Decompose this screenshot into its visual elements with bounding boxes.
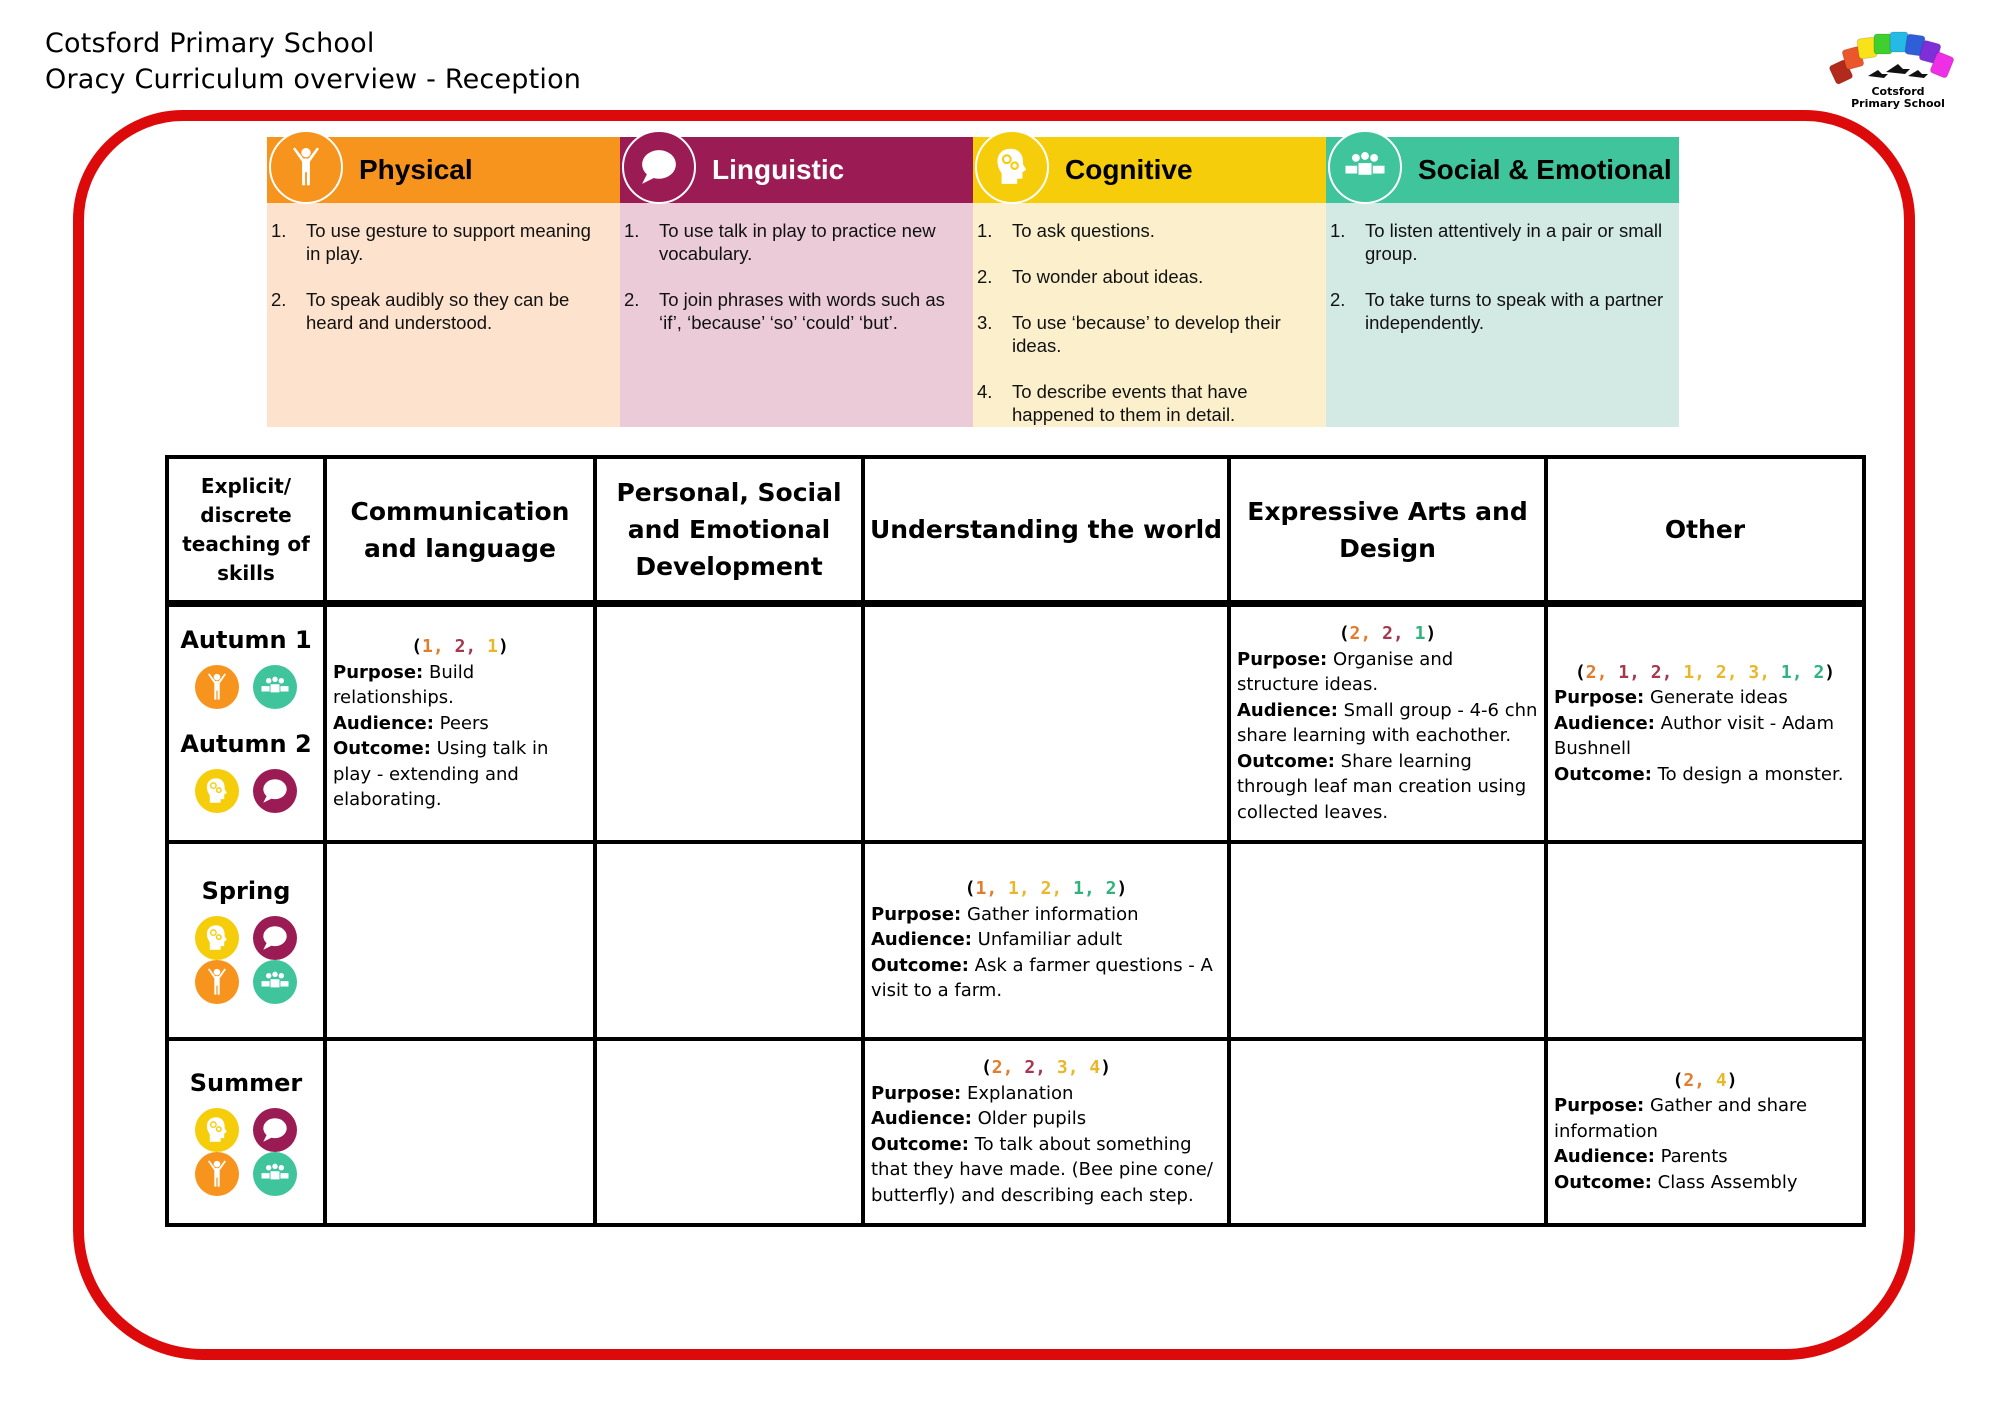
outcome-line (1237, 749, 1538, 826)
skill-objective (271, 219, 608, 265)
skill-code: 2 (1105, 878, 1117, 900)
activity-cell (595, 842, 863, 1039)
activity-cell (863, 604, 1229, 842)
outcome-label: Outcome: (333, 738, 431, 759)
outcome-line (1554, 1170, 1856, 1196)
audience-label: Audience: (333, 712, 434, 734)
skill-objective (977, 219, 1314, 242)
skill-code: 2 (1040, 878, 1052, 900)
term-cell (167, 604, 325, 842)
skill-column-physical (267, 137, 620, 427)
term-cell (167, 1039, 325, 1225)
purpose-label: Purpose: (333, 661, 424, 683)
skill-code: 1 (1780, 661, 1792, 683)
term-row (167, 842, 1864, 1039)
audience-value: Small group - 4-6 chn share learning with eachother. (1237, 699, 1538, 747)
objective-number: 1. (977, 220, 993, 241)
term-name: Spring (201, 877, 291, 905)
activity-details (1548, 1068, 1862, 1196)
purpose-line (1554, 685, 1856, 711)
skill-code: 4 (1089, 1057, 1101, 1078)
activity-cell (325, 842, 595, 1039)
skill-code: 2 (1813, 661, 1825, 683)
audience-line (1554, 1144, 1856, 1170)
term-name: Autumn 2 (180, 730, 312, 759)
column-header-communication: Communication and language (325, 457, 595, 604)
outcome-value: Share learning through leaf man creation using collected leaves. (1237, 750, 1527, 823)
purpose-label: Purpose: (871, 903, 962, 925)
audience-label: Audience: (1554, 1146, 1655, 1168)
skill-icons (169, 665, 323, 709)
skill-column-linguistic (620, 137, 973, 427)
activity-cell (595, 1039, 863, 1225)
term-cell (167, 842, 325, 1039)
social-skill-icon (253, 665, 297, 709)
skill-name: Linguistic (712, 154, 845, 185)
column-header-explicit-skills: Explicit/ discrete teaching of skills (167, 457, 325, 604)
outcome-label: Outcome: (1554, 1171, 1652, 1193)
purpose-label: Purpose: (871, 1082, 962, 1104)
skill-code: 2 (454, 636, 466, 657)
skill-icons (169, 769, 323, 813)
objective-text: To speak audibly so they can be heard and understood. (306, 289, 570, 333)
curriculum-table (165, 455, 1866, 1227)
head-gears-icon (975, 130, 1049, 204)
skill-objective (624, 219, 961, 265)
objective-text: To ask questions. (1012, 220, 1155, 241)
audience-line (871, 1106, 1221, 1132)
activity-cell (1229, 842, 1546, 1039)
purpose-value: Generate ideas (1650, 687, 1788, 708)
audience-line (1237, 698, 1538, 749)
audience-label: Audience: (871, 929, 972, 951)
outcome-line (871, 1132, 1221, 1209)
activity-cell (863, 1039, 1229, 1225)
skill-name: Physical (359, 154, 473, 185)
logo-text: Cotsford Primary School (1851, 85, 1945, 110)
outcome-value: To design a monster. (1657, 763, 1844, 785)
outcome-value: Class Assembly (1657, 1171, 1798, 1193)
activity-details (1231, 621, 1544, 825)
objective-text: To wonder about ideas. (1012, 266, 1204, 287)
column-header-other: Other (1546, 457, 1864, 604)
skill-code: 1 (1683, 661, 1695, 683)
rainbow-jigsaw-icon (1828, 28, 1968, 88)
purpose-line (1237, 647, 1538, 698)
skill-code: 1 (975, 878, 987, 900)
objective-number: 1. (271, 220, 287, 241)
skill-objectives (267, 203, 620, 427)
page-subtitle: Oracy Curriculum overview - Reception (45, 64, 582, 95)
skill-objective (1330, 288, 1667, 334)
purpose-value: Explanation (967, 1082, 1074, 1104)
objective-number: 4. (977, 381, 993, 402)
skill-code: 1 (487, 636, 498, 657)
skill-code: 1 (1073, 878, 1084, 900)
table-header-row (167, 457, 1864, 604)
skill-objective (624, 288, 961, 334)
skill-codes: (2, 2, 1) (1338, 623, 1437, 645)
column-header-understanding-world: Understanding the world (863, 457, 1229, 604)
skill-codes: (2, 1, 2, 1, 2, 3, 1, 2) (1574, 661, 1836, 683)
skill-code: 2 (1349, 623, 1361, 645)
audience-label: Audience: (871, 1108, 972, 1129)
objective-number: 2. (624, 289, 640, 310)
term-name: Summer (189, 1068, 303, 1097)
term-row (167, 604, 1864, 842)
skill-code: 2 (1715, 661, 1727, 683)
objective-text: To use talk in play to practice new vocabulary. (659, 220, 936, 264)
activity-cell (325, 604, 595, 842)
purpose-value: Gather information (967, 903, 1139, 925)
skill-name: Social & Emotional (1418, 154, 1672, 185)
audience-line (1554, 711, 1856, 762)
purpose-line (871, 1081, 1221, 1107)
objective-text: To listen attentively in a pair or small group. (1365, 220, 1663, 264)
audience-line (871, 927, 1221, 953)
linguistic-skill-icon (253, 769, 297, 813)
skill-code: 2 (1650, 661, 1662, 683)
activity-cell (863, 842, 1229, 1039)
outcome-line (871, 953, 1221, 1004)
activity-cell (1229, 1039, 1546, 1225)
skill-objective (271, 288, 608, 334)
objective-text: To use gesture to support meaning in play. (306, 220, 591, 264)
school-name: Cotsford Primary School (45, 28, 375, 59)
column-header-expressive-arts: Expressive Arts and Design (1229, 457, 1546, 604)
person-arms-up-icon (269, 130, 343, 204)
term-name: Autumn 1 (180, 626, 312, 655)
physical-skill-icon (195, 960, 239, 1004)
skill-header (267, 137, 620, 203)
skill-code: 2 (1585, 661, 1597, 683)
purpose-line (871, 902, 1221, 928)
cognitive-skill-icon (195, 1108, 239, 1152)
objective-text: To take turns to speak with a partner independently. (1365, 289, 1664, 333)
activity-cell (595, 604, 863, 842)
audience-value: Parents (1660, 1146, 1728, 1168)
activity-details (865, 1055, 1227, 1208)
skill-codes: (2, 4) (1672, 1069, 1738, 1091)
outcome-value: To talk about something that they have made. (Bee pine cone/ butterfly) and describing each step. (871, 1133, 1213, 1206)
purpose-line (1554, 1093, 1856, 1144)
objective-text: To join phrases with words such as ‘if’, ‘because’ ‘so’ ‘could’ ‘but’. (659, 289, 945, 333)
objective-number: 2. (271, 289, 287, 310)
outcome-value: Ask a farmer questions - A visit to a farm. (871, 954, 1213, 1002)
activity-cell (325, 1039, 595, 1225)
skill-objective (977, 265, 1314, 288)
purpose-value: Build relationships. (333, 661, 475, 708)
skill-header (1326, 137, 1679, 203)
speech-bubble-icon (622, 130, 696, 204)
purpose-value: Organise and structure ideas. (1237, 648, 1454, 696)
outcome-label: Outcome: (1554, 763, 1652, 785)
skill-code: 2 (1683, 1069, 1695, 1091)
skill-objective (977, 311, 1314, 357)
outcome-value: Using talk in play - extending and elaborating. (333, 738, 549, 810)
school-logo (1828, 28, 1968, 120)
audience-label: Audience: (1237, 699, 1338, 721)
objective-number: 3. (977, 312, 993, 333)
activity-details (865, 876, 1227, 1004)
skill-code: 4 (1715, 1069, 1727, 1091)
linguistic-skill-icon (253, 1108, 297, 1152)
purpose-value: Gather and share information (1554, 1095, 1808, 1142)
activity-details (327, 634, 593, 813)
skill-objective (1330, 219, 1667, 265)
skill-code: 2 (991, 1057, 1003, 1078)
column-header-psed: Personal, Social and Emotional Development (595, 457, 863, 604)
purpose-label: Purpose: (1554, 687, 1645, 708)
skill-column-cognitive (973, 137, 1326, 427)
term-row (167, 1039, 1864, 1225)
group-people-icon (1328, 130, 1402, 204)
purpose-line (333, 660, 587, 711)
outcome-line (333, 736, 587, 813)
skill-objectives (620, 203, 973, 427)
audience-value: Author visit - Adam Bushnell (1554, 712, 1834, 759)
skill-icons (169, 1108, 323, 1196)
purpose-label: Purpose: (1554, 1095, 1645, 1117)
skill-objectives (1326, 203, 1679, 427)
document-title (45, 26, 581, 98)
cognitive-skill-icon (195, 769, 239, 813)
skill-objectives (973, 203, 1326, 427)
audience-value: Unfamiliar adult (977, 929, 1123, 951)
skill-header (973, 137, 1326, 203)
activity-cell (1546, 842, 1864, 1039)
objective-number: 1. (1330, 220, 1346, 241)
purpose-label: Purpose: (1237, 648, 1328, 670)
activity-cell (1546, 604, 1864, 842)
skill-code: 1 (1008, 878, 1019, 900)
social-skill-icon (253, 1152, 297, 1196)
skill-code: 1 (1414, 623, 1426, 645)
oracy-skills-panel (267, 137, 1679, 427)
skill-codes: (2, 2, 3, 4) (980, 1057, 1112, 1078)
cognitive-skill-icon (195, 916, 239, 960)
objective-number: 2. (977, 266, 993, 287)
skill-codes: (1, 2, 1) (411, 636, 509, 657)
outcome-label: Outcome: (871, 954, 969, 976)
outcome-line (1554, 762, 1856, 788)
skill-name: Cognitive (1065, 154, 1193, 185)
skill-code: 1 (422, 636, 433, 657)
outcome-label: Outcome: (1237, 750, 1335, 772)
physical-skill-icon (195, 1152, 239, 1196)
skill-code: 3 (1748, 661, 1760, 683)
social-skill-icon (253, 960, 297, 1004)
objective-number: 1. (624, 220, 640, 241)
linguistic-skill-icon (253, 916, 297, 960)
skill-code: 3 (1056, 1057, 1068, 1078)
skill-column-social-emotional (1326, 137, 1679, 427)
objective-number: 2. (1330, 289, 1346, 310)
skill-code: 1 (1618, 661, 1630, 683)
audience-line (333, 711, 587, 737)
audience-label: Audience: (1554, 712, 1655, 734)
objective-text: To describe events that have happened to them in detail. (1012, 381, 1248, 425)
activity-cell (1229, 604, 1546, 842)
activity-cell (1546, 1039, 1864, 1225)
audience-value: Older pupils (977, 1108, 1087, 1129)
skill-objective (977, 380, 1314, 426)
physical-skill-icon (195, 665, 239, 709)
skill-code: 2 (1024, 1057, 1036, 1078)
skill-icons (169, 916, 323, 1004)
skill-codes: (1, 1, 2, 1, 2) (964, 878, 1128, 900)
activity-details (1548, 660, 1862, 788)
objective-text: To use ‘because’ to develop their ideas. (1012, 312, 1281, 356)
skill-code: 2 (1382, 623, 1393, 645)
skill-header (620, 137, 973, 203)
outcome-label: Outcome: (871, 1133, 969, 1155)
audience-value: Peers (439, 712, 489, 734)
